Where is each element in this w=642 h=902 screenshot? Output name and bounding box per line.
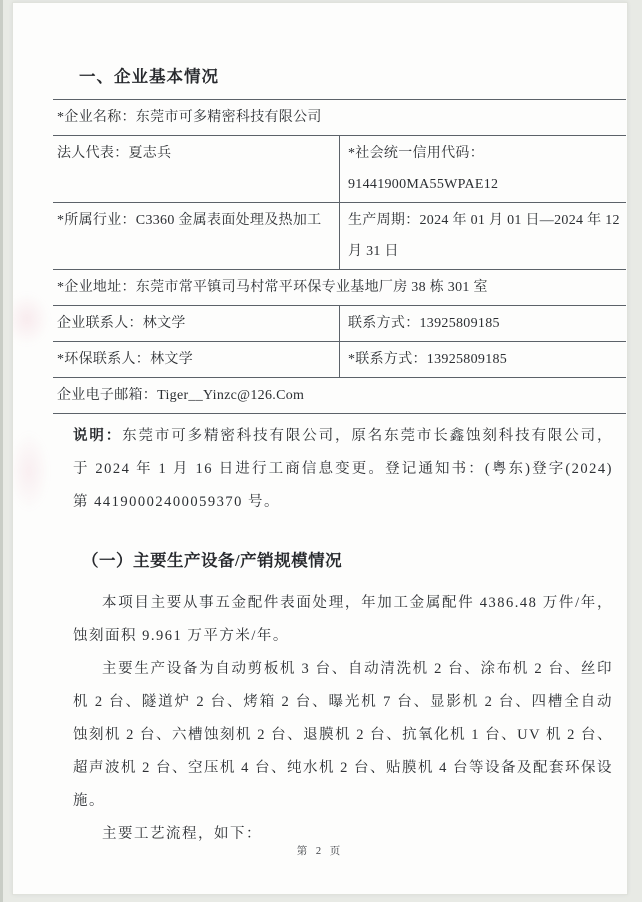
- cell-legal-representative: 法人代表：夏志兵: [53, 136, 340, 203]
- cell-contact-phone: 联系方式：13925809185: [348, 316, 500, 331]
- paragraph-equipment-list: 主要生产设备为自动剪板机 3 台、自动清洗机 2 台、涂布机 2 台、丝印机 2 台、隧道炉 2 台、烤箱 2 台、曝光机 7 台、显影机 2 台、四槽全自动蚀刻机 2 台、六槽蚀刻机 2 台、退膜机 2 台、抗氧化机 1 台、UV 机 2 台、超声波机 2 台、空压机 4 台、纯水机 2 台、贴膜机 4 台等设备及配套环保设施。: [73, 661, 613, 809]
- cell-credit-code: *社会统一信用代码：91441900MA55WPAE12: [348, 146, 499, 192]
- note-text: 东莞市可多精密科技有限公司，原名东莞市长鑫蚀刻科技有限公司，于 2024 年 1 月 16 日进行工商信息变更。登记通知书：(粤东)登字(2024) 第 44190002400059370 号。: [73, 428, 613, 510]
- page-number: 第 2 页: [296, 846, 344, 857]
- company-info-table: [53, 99, 626, 414]
- section-1-1-heading: （一）主要生产设备/产销规模情况: [82, 551, 343, 570]
- scan-smudge: [12, 431, 49, 511]
- scan-edge: [0, 0, 3, 902]
- section-1-heading: 一、企业基本情况: [79, 67, 219, 86]
- table-row-company-name: [53, 100, 626, 136]
- cell-company-email: 企业电子邮箱：Tiger__Yinzc@126.Com: [57, 388, 305, 403]
- paragraph-process-intro: 主要工艺流程，如下：: [102, 826, 262, 842]
- table-row-address: [53, 270, 626, 306]
- table-row-company-contact: [53, 306, 626, 342]
- cell-production-period: 生产周期：2024 年 01 月 01 日—2024 年 12 月 31 日: [348, 213, 620, 259]
- note-label: 说明：: [73, 428, 123, 444]
- cell-company-contact: 企业联系人：林文学: [53, 306, 340, 342]
- cell-industry: *所属行业：C3360 金属表面处理及热加工: [53, 203, 340, 270]
- document-page: [12, 2, 628, 895]
- cell-environmental-contact: *环保联系人：林文学: [53, 342, 340, 378]
- table-row-legal-representative: [53, 136, 626, 203]
- table-row-industry: [53, 203, 626, 270]
- cell-company-name: *企业名称：东莞市可多精密科技有限公司: [57, 110, 322, 125]
- table-row-environmental-contact: [53, 342, 626, 378]
- note-paragraph: [73, 420, 613, 519]
- scan-smudge: [12, 293, 49, 345]
- paragraph-production-scale: 本项目主要从事五金配件表面处理，年加工金属配件 4386.48 万件/年，蚀刻面积 9.961 万平方米/年。: [73, 595, 613, 644]
- cell-company-address: *企业地址：东莞市常平镇司马村常平环保专业基地厂房 38 栋 301 室: [57, 280, 488, 295]
- table-row-email: [53, 378, 626, 414]
- cell-environmental-phone: *联系方式：13925809185: [348, 352, 508, 367]
